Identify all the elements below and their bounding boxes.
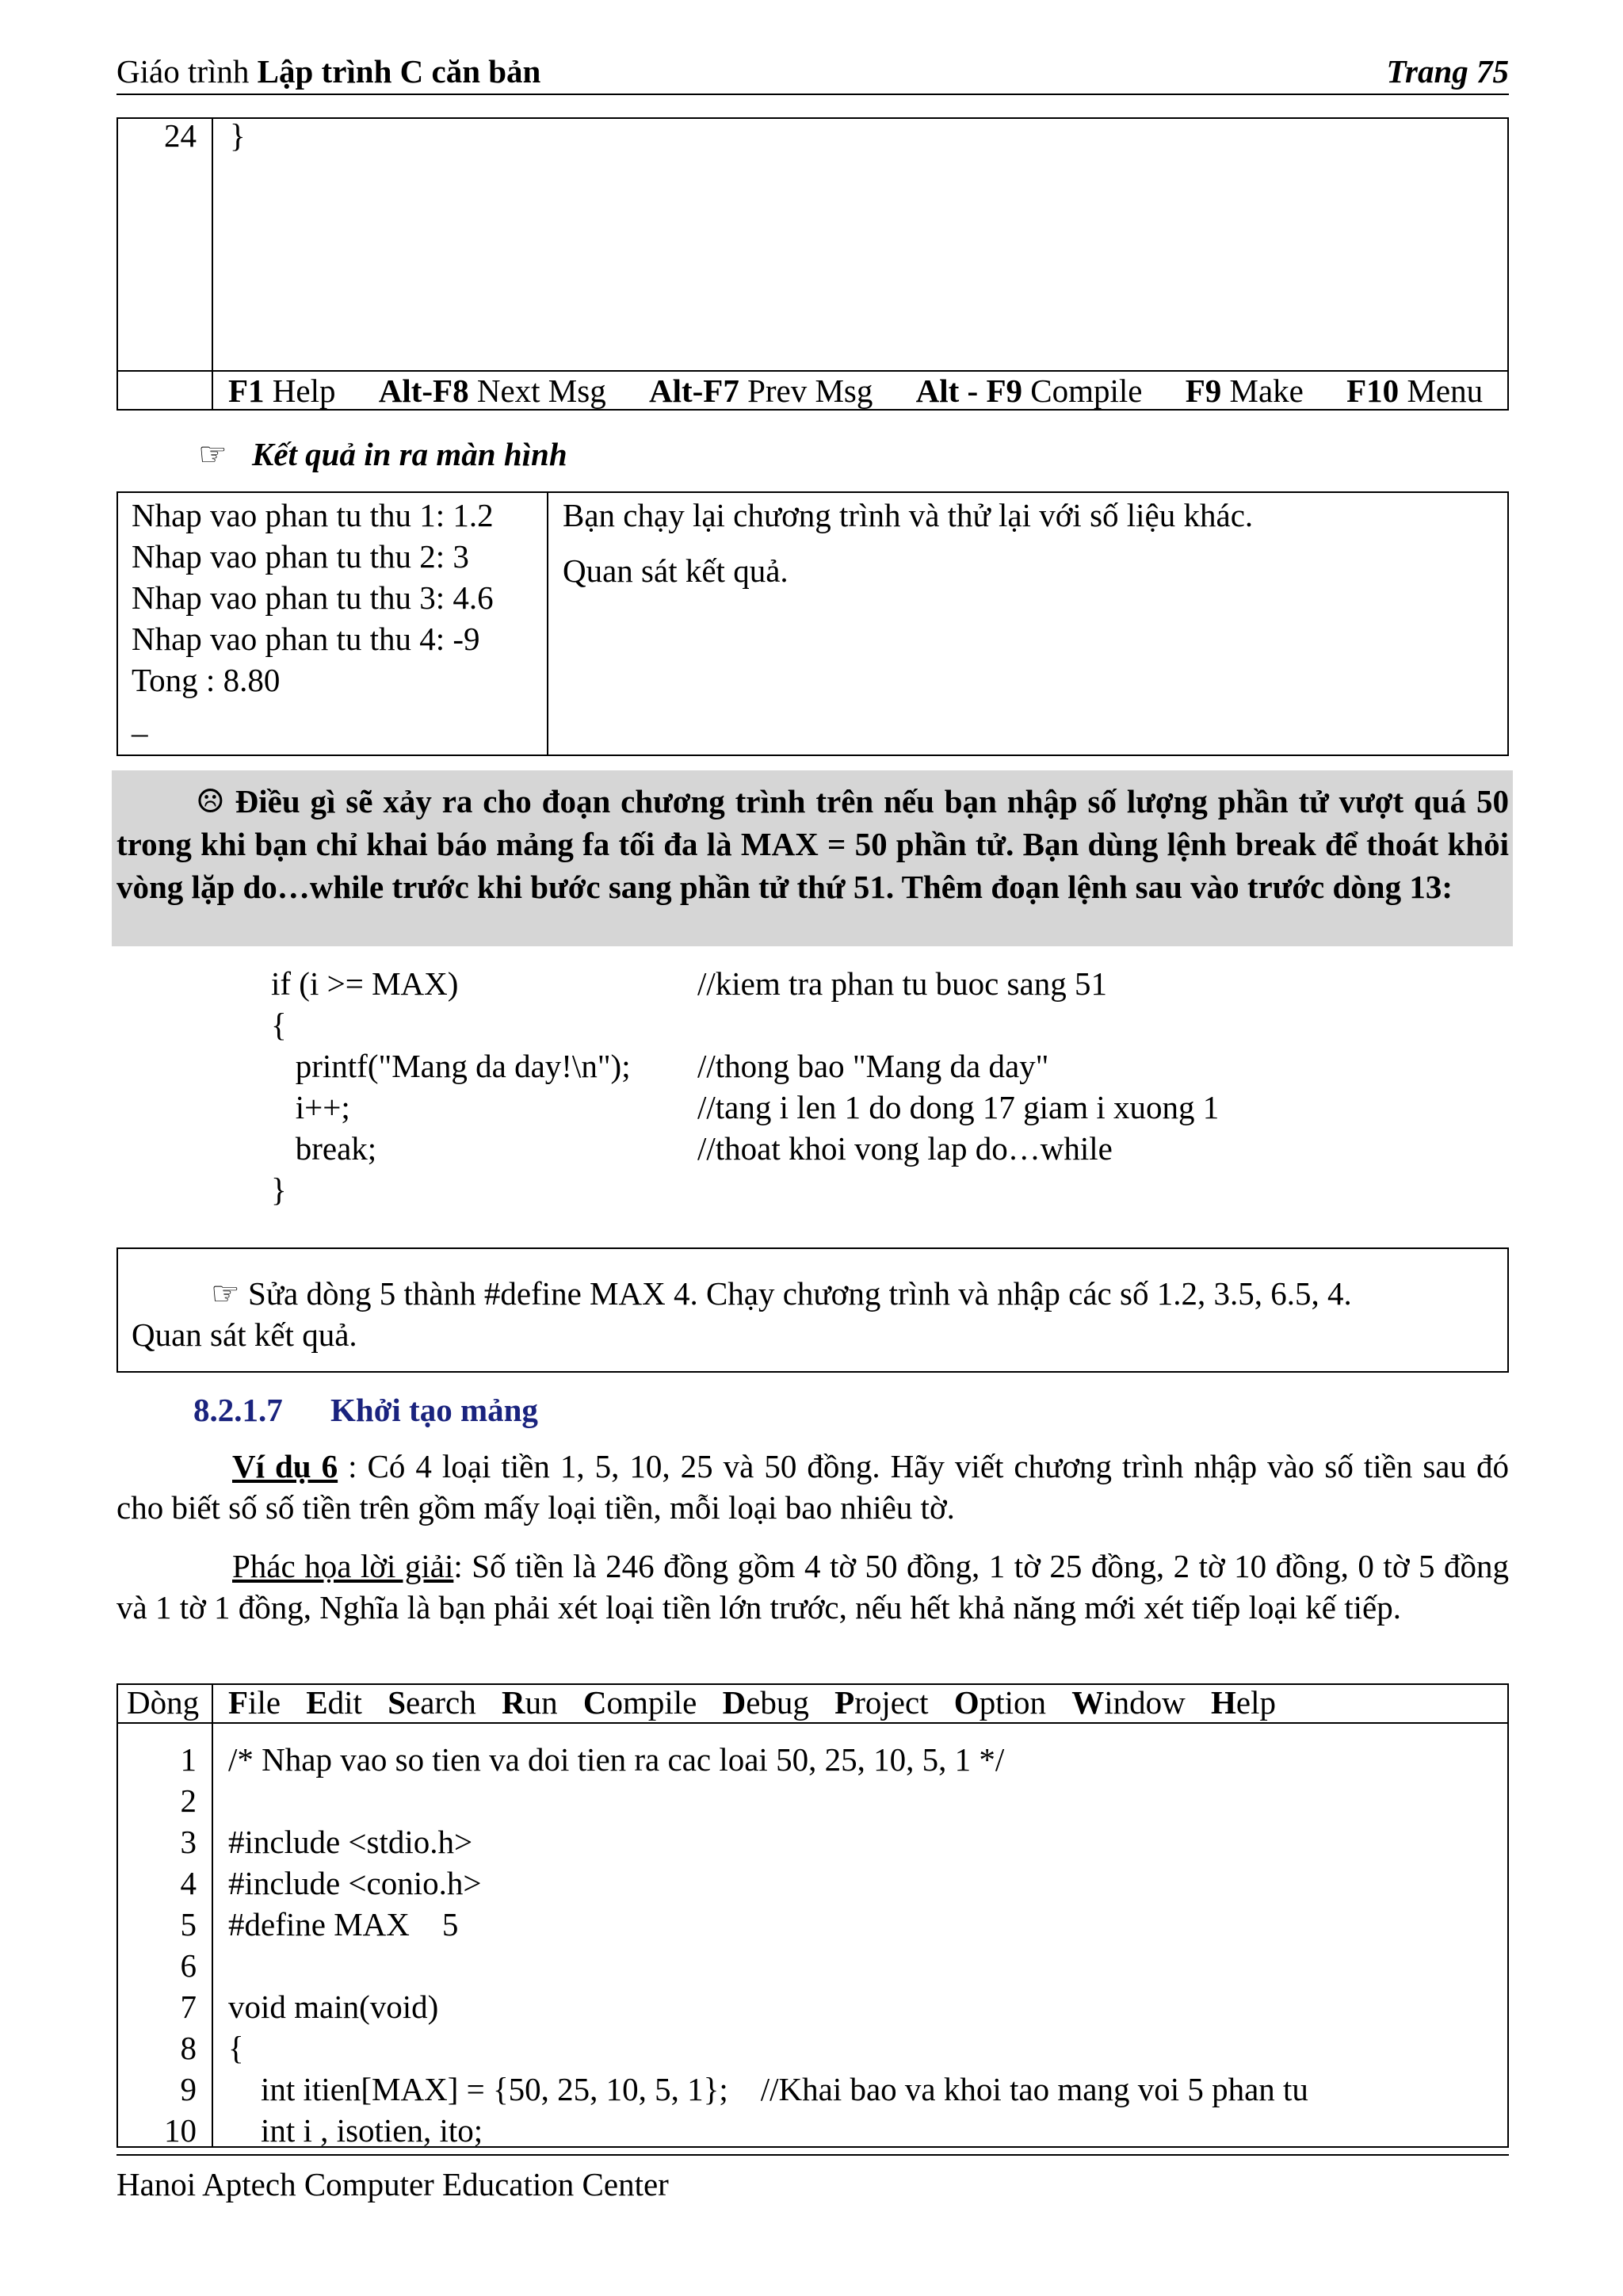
page-header: [116, 51, 540, 92]
line-number: 6: [180, 1947, 197, 1984]
menu-help[interactable]: Help: [1211, 1684, 1276, 1721]
footer-rule: [116, 2154, 1509, 2156]
header-rule: [116, 94, 1509, 95]
page-number: Trang 75: [1386, 53, 1509, 90]
code-line: [228, 1945, 1308, 1986]
result-note-1: Bạn chạy lại chương trình và thử lại với số liệu khác.: [563, 497, 1254, 533]
menu-run[interactable]: Run: [502, 1684, 558, 1721]
fkey-compile: Alt - F9 Compile: [915, 372, 1143, 409]
code-line: #include <stdio.h>: [228, 1824, 473, 1860]
warning-text: ☹ Điều gì sẽ xảy ra cho đoạn chương trình trên nếu bạn nhập số lượng phần tử vượt quá 50 trong khi bạn chỉ khai báo mảng fa tối đa là MAX = 50 phần tử. Bạn dùng lệnh break để thoát khỏi vòng lặp do…while trước khi bước sang phần tử thứ 51. Thêm đoạn lệnh sau vào trước dòng 13:: [116, 783, 1510, 905]
code-line: /* Nhap vao so tien va doi tien ra cac loai 50, 25, 10, 5, 1 */: [228, 1741, 1005, 1778]
code-line: {: [228, 2030, 244, 2066]
snippet-line: }: [271, 1171, 287, 1208]
snippet-line: {: [271, 1007, 287, 1043]
section-title: Khởi tạo mảng: [330, 1392, 538, 1428]
output-line: Tong : 8.80: [132, 662, 281, 698]
result-box-divider: [547, 491, 548, 756]
line-number: 7: [180, 1988, 197, 2025]
menu-file[interactable]: File: [228, 1684, 281, 1721]
program-output: [132, 495, 494, 742]
code-line: int i , isotien, ito;: [228, 2112, 483, 2149]
warning-block: [112, 770, 1513, 946]
code-box-top-divider: [212, 117, 213, 411]
line-column-header: Dòng: [127, 1684, 200, 1721]
header-prefix: Giáo trình: [116, 53, 250, 90]
example-label: Ví dụ 6: [232, 1448, 338, 1484]
snippet-line: printf("Mang da day!\n"); //thong bao "Mang da day": [271, 1048, 1049, 1084]
fkey-next-msg: Alt-F8 Next Msg: [378, 372, 606, 409]
line-number: 3: [180, 1824, 197, 1860]
menu-project[interactable]: Project: [834, 1684, 929, 1721]
fkey-make: F9 Make: [1185, 372, 1304, 409]
code-box-top: [116, 117, 1509, 411]
sketch-paragraph: Phác họa lời giải: Số tiền là 246 đồng gồm 4 tờ 50 đồng, 1 tờ 25 đồng, 2 tờ 10 đồng, 0 tờ 5 đồng và 1 tờ 1 đồng, Nghĩa là bạn phải xét loại tiền lớn trước, nếu hết khả năng mới xét tiếp loại kế tiếp.: [116, 1548, 1509, 1626]
result-title: Kết quả in ra màn hình: [252, 436, 567, 472]
output-line: Nhap vao phan tu thu 2: 3: [132, 538, 469, 575]
sketch-label: Phác họa lời giải: [232, 1548, 454, 1584]
line-number: 24: [164, 117, 197, 154]
snippet-line: if (i >= MAX) //kiem tra phan tu buoc sang 51: [271, 965, 1107, 1002]
menu-compile[interactable]: Compile: [582, 1684, 697, 1721]
editor-line-number-divider: [212, 1683, 213, 2148]
fkey-help: F1 Help: [228, 372, 336, 409]
tip-line-2: Quan sát kết quả.: [132, 1316, 357, 1353]
pointing-hand-icon: ☞: [198, 436, 227, 472]
editor-menu-bar: [228, 1682, 1293, 1723]
editor-code: [228, 1739, 1308, 2151]
menu-window[interactable]: Window: [1071, 1684, 1186, 1721]
line-number: 1: [180, 1741, 197, 1778]
menu-option[interactable]: Option: [953, 1684, 1046, 1721]
sad-face-icon: ☹: [196, 783, 225, 819]
output-line: Nhap vao phan tu thu 1: 1.2: [132, 497, 494, 533]
line-number: 5: [180, 1906, 197, 1943]
editor-line-numbers: [149, 1739, 197, 2151]
line-number: 8: [180, 2030, 197, 2066]
book-title: Lập trình C căn bản: [257, 53, 541, 90]
example-paragraph: Ví dụ 6 : Có 4 loại tiền 1, 5, 10, 25 và 50 đồng. Hãy viết chương trình nhập vào số tiền sau đó cho biết số số tiền trên gồm mấy loại tiền, mỗi loại bao nhiêu tờ.: [116, 1448, 1509, 1526]
code-snippet: [271, 963, 1220, 1210]
tip-line-1: ☞ Sửa dòng 5 thành #define MAX 4. Chạy chương trình và nhập các số 1.2, 3.5, 6.5, 4.: [211, 1275, 1352, 1312]
code-line: #include <conio.h>: [228, 1865, 482, 1901]
output-line: Nhap vao phan tu thu 3: 4.6: [132, 579, 494, 616]
fkey-prev-msg: Alt-F7 Prev Msg: [648, 372, 873, 409]
result-note-2: Quan sát kết quả.: [563, 552, 789, 589]
line-number: 9: [180, 2071, 197, 2107]
menu-debug[interactable]: Debug: [722, 1684, 809, 1721]
function-key-bar: [228, 370, 1518, 411]
fkey-menu: F10 Menu: [1346, 372, 1484, 409]
snippet-line: i++; //tang i len 1 do dong 17 giam i xuong 1: [271, 1089, 1220, 1125]
code-line: #define MAX 5: [228, 1906, 459, 1943]
line-number: 4: [180, 1865, 197, 1901]
page-footer: Hanoi Aptech Computer Education Center: [116, 2166, 669, 2202]
code-line: int itien[MAX] = {50, 25, 10, 5, 1}; //Khai bao va khoi tao mang voi 5 phan tu: [228, 2071, 1308, 2107]
output-line: Nhap vao phan tu thu 4: -9: [132, 621, 480, 657]
section-number: 8.2.1.7: [193, 1392, 283, 1428]
code-line: void main(void): [228, 1988, 439, 2025]
code-line: }: [230, 117, 246, 154]
menu-search[interactable]: Search: [388, 1684, 476, 1721]
code-line: [228, 1780, 1308, 1821]
line-number: 10: [164, 2112, 197, 2149]
pointing-hand-icon: ☞: [211, 1275, 240, 1312]
output-cursor: _: [132, 703, 148, 739]
line-number: 2: [180, 1782, 197, 1819]
snippet-line: break; //thoat khoi vong lap do…while: [271, 1130, 1113, 1167]
menu-edit[interactable]: Edit: [306, 1684, 362, 1721]
